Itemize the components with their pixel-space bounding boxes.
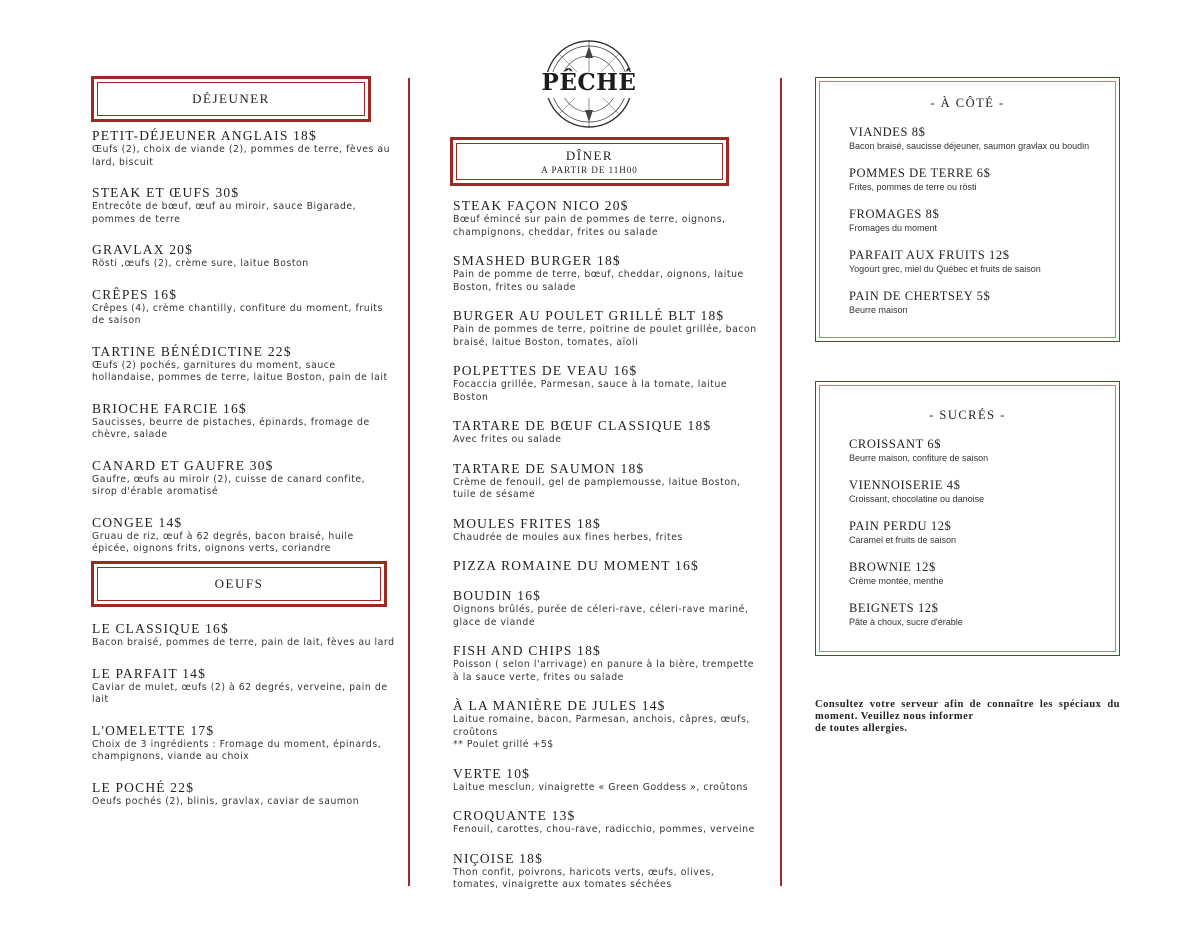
oeufs-heading-box <box>91 561 387 607</box>
diner-subheading: A PARTIR DE 11H00 <box>541 165 638 175</box>
a-cote-list <box>849 125 1115 316</box>
menu-item <box>849 289 1115 316</box>
menu-item-title: PIZZA ROMAINE DU MOMENT 16$ <box>453 558 699 573</box>
menu-item-description: Yogourt grec, miel du Québec et fruits de saison <box>849 264 1041 274</box>
menu-item-title: L'OMELETTE 17$ <box>92 722 215 738</box>
sucres-heading: - SUCRÉS - <box>929 408 1006 422</box>
diner-heading-box <box>450 137 729 186</box>
menu-item-description: Gaufre, œufs au miroir (2), cuisse de canard confite, sirop d'érable aromatisé <box>92 473 366 497</box>
menu-item-title: CONGEE 14$ <box>92 514 183 530</box>
menu-item-description: Croissant, chocolatine ou danoise <box>849 494 985 504</box>
allergy-note-line1: Consultez votre serveur afin de connaître les spéciaux du moment. Veuillez nous informer <box>815 699 1120 722</box>
menu-item-title: BURGER AU POULET GRILLÉ BLT 18$ <box>453 308 725 323</box>
allergy-note <box>815 699 1120 735</box>
menu-item <box>453 558 763 574</box>
menu-item-title: PETIT-DÉJEUNER ANGLAIS 18$ <box>92 128 317 143</box>
menu-item <box>92 458 392 499</box>
menu-item <box>453 308 763 349</box>
menu-item <box>849 478 1115 505</box>
menu-item-title: PAIN PERDU 12$ <box>849 519 952 533</box>
menu-item-description: Beurre maison <box>849 305 908 315</box>
menu-item-description: Beurre maison, confiture de saison <box>849 453 989 463</box>
menu-item <box>453 516 763 545</box>
menu-item-description: Focaccia grillée, Parmesan, sauce à la tomate, laitue Boston <box>453 379 728 403</box>
menu-item-description: Caviar de mulet, œufs (2) à 62 degrés, verveine, pain de lait <box>92 681 388 705</box>
menu-item <box>849 248 1115 275</box>
menu-item-description: Oignons brûlés, purée de céleri-rave, céleri-rave mariné, glace de viande <box>453 604 749 628</box>
menu-item <box>453 198 763 239</box>
menu-item-description: Crêpes (4), crème chantilly, confiture du moment, fruits de saison <box>92 302 383 326</box>
menu-item <box>92 128 392 169</box>
menu-item <box>92 621 402 650</box>
menu-item <box>92 401 392 442</box>
logo-wordmark: PÊCHÉ <box>541 69 637 96</box>
menu-item-description: Frites, pommes de terre ou rösti <box>849 182 977 192</box>
menu-item <box>453 253 763 294</box>
menu-item <box>92 185 392 226</box>
menu-item-title: POLPETTES DE VEAU 16$ <box>453 363 638 378</box>
menu-item <box>453 766 763 795</box>
menu-item <box>453 808 763 837</box>
menu-item-description: Entrecôte de bœuf, œuf au miroir, sauce Bigarade, pommes de terre <box>92 201 357 225</box>
menu-item-description: Pain de pommes de terre, poitrine de poulet grillée, bacon braisé, laitue Boston, tomates, aïoli <box>453 324 757 348</box>
menu-item <box>849 437 1115 464</box>
menu-item <box>453 363 763 404</box>
menu-item <box>453 418 763 447</box>
menu-item-title: STEAK ET ŒUFS 30$ <box>92 185 240 200</box>
menu-item-title: SMASHED BURGER 18$ <box>453 253 621 268</box>
menu-item-title: VERTE 10$ <box>453 765 531 781</box>
diner-list <box>453 198 763 906</box>
menu-item-title: LE POCHÉ 22$ <box>92 779 195 795</box>
oeufs-heading: OEUFS <box>214 576 264 591</box>
menu-item-description: Pain de pomme de terre, bœuf, cheddar, oignons, laitue Boston, frites ou salade <box>453 269 744 293</box>
menu-item <box>849 601 1115 628</box>
menu-item-description: Caramel et fruits de saison <box>849 535 957 545</box>
menu-item-title: VIANDES 8$ <box>849 125 926 139</box>
menu-item-title: CROQUANTE 13$ <box>453 808 576 823</box>
menu-item-title: POMMES DE TERRE 6$ <box>849 166 991 180</box>
menu-item <box>453 698 763 752</box>
menu-item-title: NIÇOISE 18$ <box>453 850 544 866</box>
menu-item-title: GRAVLAX 20$ <box>92 242 194 257</box>
menu-item-description: Pâte à choux, sucre d'érable <box>849 617 963 627</box>
menu-item-description: Laitue mesclun, vinaigrette « Green Goddess », croûtons <box>453 781 749 793</box>
dejeuner-list <box>92 128 392 572</box>
menu-item <box>453 851 763 892</box>
menu-item-description: Bacon braisé, saucisse déjeuner, saumon gravlax ou boudin <box>849 141 1090 151</box>
menu-item-description: Avec frites ou salade <box>453 434 562 445</box>
menu-item-title: LE PARFAIT 14$ <box>92 665 207 681</box>
menu-item-description: Poisson ( selon l'arrivage) en panure à la bière, trempette à la sauce verte, frites ou salade <box>453 659 755 683</box>
menu-item-title: BOUDIN 16$ <box>453 588 542 603</box>
menu-item-description: Bacon braisé, pommes de terre, pain de lait, fèves au lard <box>92 637 395 648</box>
restaurant-logo <box>540 38 638 130</box>
sucres-box <box>815 381 1120 656</box>
menu-item-title: CROISSANT 6$ <box>849 437 942 451</box>
oeufs-list <box>92 621 402 824</box>
menu-item-description: Fenouil, carottes, chou-rave, radicchio, pommes, verveine <box>453 824 755 835</box>
menu-item <box>92 780 402 809</box>
a-cote-heading: - À CÔTÉ - <box>930 96 1005 110</box>
menu-item-title: BRIOCHE FARCIE 16$ <box>92 400 247 416</box>
menu-item-description: Thon confit, poivrons, haricots verts, œufs, olives, tomates, vinaigrette aux tomates séchées <box>453 866 715 890</box>
menu-item-title: PARFAIT AUX FRUITS 12$ <box>849 248 1010 262</box>
menu-item <box>849 560 1115 587</box>
menu-item-title: À LA MANIÈRE DE JULES 14$ <box>453 698 666 713</box>
menu-item-title: PAIN DE CHERTSEY 5$ <box>849 289 991 303</box>
menu-item-description: Crème de fenouil, gel de pamplemousse, laitue Boston, tuile de sésame <box>453 476 741 500</box>
menu-item <box>92 666 402 707</box>
menu-item <box>849 125 1115 152</box>
menu-item-extra: ** Poulet grillé +5$ <box>453 739 554 750</box>
menu-item-description: Œufs (2), choix de viande (2), pommes de terre, fèves au lard, biscuit <box>92 144 391 168</box>
menu-item-title: CANARD ET GAUFRE 30$ <box>92 457 274 473</box>
menu-item-description: Saucisses, beurre de pistaches, épinards, fromage de chèvre, salade <box>92 416 370 440</box>
diner-heading: DÎNER <box>565 148 614 163</box>
menu-item-title: TARTARE DE BŒUF CLASSIQUE 18$ <box>453 418 712 433</box>
menu-item-title: BEIGNETS 12$ <box>849 601 939 615</box>
dejeuner-heading: DÉJEUNER <box>192 91 270 106</box>
menu-item-description: Fromages du moment <box>849 223 938 233</box>
menu-item-title: FISH AND CHIPS 18$ <box>453 643 602 658</box>
menu-item <box>92 723 402 764</box>
menu-item <box>92 287 392 328</box>
menu-item-title: TARTARE DE SAUMON 18$ <box>453 460 645 476</box>
sucres-list <box>849 437 1115 628</box>
column-divider-right <box>780 78 782 886</box>
menu-item-title: CRÊPES 16$ <box>92 286 178 302</box>
menu-item <box>92 242 392 271</box>
allergy-note-line2: de toutes allergies. <box>815 723 908 734</box>
dejeuner-heading-box <box>91 76 371 122</box>
menu-item-title: MOULES FRITES 18$ <box>453 515 601 531</box>
menu-item <box>453 643 763 684</box>
menu-item-description: Chaudrée de moules aux fines herbes, frites <box>453 531 683 543</box>
menu-item <box>849 166 1115 193</box>
menu-item-description: Bœuf émincé sur pain de pommes de terre, oignons, champignons, cheddar, frites ou salade <box>453 214 726 238</box>
menu-item-title: BROWNIE 12$ <box>849 560 936 574</box>
menu-item <box>453 588 763 629</box>
menu-item-title: VIENNOISERIE 4$ <box>849 478 961 492</box>
menu-item <box>92 344 392 385</box>
menu-item-description: Gruau de riz, œuf à 62 degrés, bacon braisé, huile épicée, oignons frits, oignons verts, coriandre <box>92 530 354 554</box>
menu-item-title: LE CLASSIQUE 16$ <box>92 621 229 636</box>
menu-item-description: Choix de 3 ingrédients : Fromage du moment, épinards, champignons, viande au choix <box>92 738 382 762</box>
menu-item-description: Œufs (2) pochés, garnitures du moment, sauce hollandaise, pommes de terre, laitue Boston, pain de lait <box>92 359 388 383</box>
menu-item-description: Crème montée, menthe <box>849 576 944 586</box>
menu-item <box>849 207 1115 234</box>
menu-item-title: STEAK FAÇON NICO 20$ <box>453 198 629 213</box>
menu-item <box>92 515 392 556</box>
menu-item-title: FROMAGES 8$ <box>849 207 940 221</box>
menu-item <box>453 461 763 502</box>
menu-item-description: Laitue romaine, bacon, Parmesan, anchois, câpres, œufs, croûtons <box>453 714 750 738</box>
menu-item-title: TARTINE BÉNÉDICTINE 22$ <box>92 343 292 359</box>
menu-item-description: Rösti ,œufs (2), crème sure, laitue Boston <box>92 258 309 269</box>
menu-item-description: Oeufs pochés (2), blinis, gravlax, caviar de saumon <box>92 795 360 807</box>
menu-item <box>849 519 1115 546</box>
column-divider-left <box>408 78 410 886</box>
a-cote-box <box>815 77 1120 342</box>
